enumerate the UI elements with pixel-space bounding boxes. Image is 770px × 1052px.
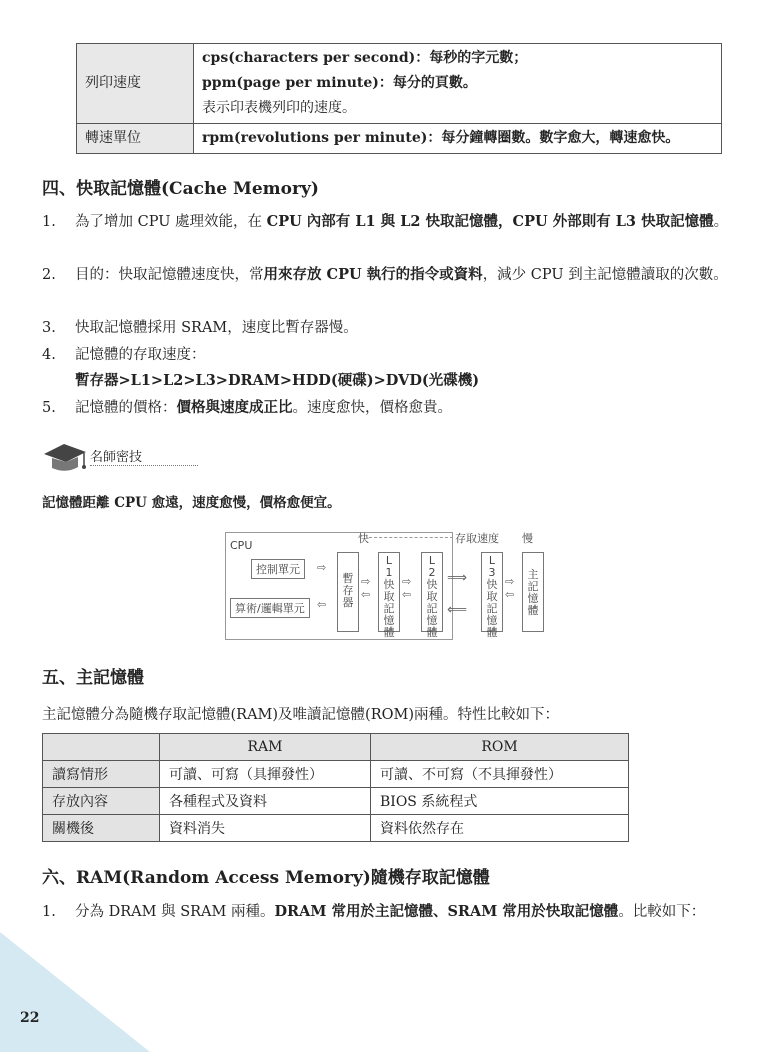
arrow-icon: ⟹ ⟸: [447, 570, 468, 618]
table-row: [43, 815, 629, 842]
row-label: 存放內容: [43, 788, 160, 815]
table-row: [43, 788, 629, 815]
row-label: 讀寫情形: [43, 761, 160, 788]
spec-table: [76, 43, 722, 154]
table-cell: 可讀、可寫（具揮發性）: [160, 761, 371, 788]
item-text: 分為 DRAM 與 SRAM 兩種。: [75, 904, 275, 920]
page-number: 22: [20, 1010, 40, 1026]
item-text: 目的：快取記憶體速度快，常: [75, 267, 264, 283]
arrow-icon: ⇦: [317, 598, 327, 611]
cpu-label: CPU: [230, 539, 253, 552]
header-cell: [43, 734, 160, 761]
list-item: [42, 262, 732, 288]
corner-decoration: [0, 932, 150, 1052]
row-content: [194, 124, 722, 154]
item-text: 。: [713, 214, 729, 230]
fast-label: 快: [358, 532, 369, 545]
memory-hierarchy-diagram: [225, 530, 547, 640]
table-cell: 各種程式及資料: [160, 788, 371, 815]
item-number: 5.: [42, 400, 56, 416]
row-label: 轉速單位: [77, 124, 194, 154]
tip-caption: 名師密技: [90, 450, 143, 465]
item-bold: DRAM 常用於主記憶體、SRAM 常用於快取記憶體: [274, 903, 619, 920]
l1-box: L1快取記憶體: [378, 552, 400, 632]
main-memory-box: 主記憶體: [522, 552, 544, 632]
header-cell: RAM: [160, 734, 371, 761]
table-cell: 資料消失: [160, 815, 371, 842]
section-6-title: 六、RAM(Random Access Memory)隨機存取記憶體: [42, 868, 490, 888]
tip-underline: [90, 465, 198, 466]
item-text: ，減少 CPU 到主記憶體讀取的次數。: [482, 267, 728, 283]
graduation-cap-icon: [42, 438, 88, 476]
item-bold: 用來存放 CPU 執行的指令或資料: [263, 266, 483, 283]
section-4-title: 四、快取記憶體(Cache Memory): [42, 179, 319, 199]
item-bold: CPU 內部有 L1 與 L2 快取記憶體，CPU 外部則有 L3 快取記憶體: [266, 213, 714, 230]
item-text: 快取記憶體採用 SRAM，速度比暫存器慢。: [75, 320, 358, 336]
item-number: 4.: [42, 347, 56, 363]
arrow-icon: ⇨: [317, 561, 327, 574]
l2-box: L2快取記憶體: [421, 552, 443, 632]
item-text: 。速度愈快，價格愈貴。: [292, 400, 452, 416]
table-row: [77, 44, 722, 124]
alu-unit: 算術/邏輯單元: [230, 598, 310, 618]
section-5-intro: 主記憶體分為隨機存取記憶體(RAM)及唯讀記憶體(ROM)兩種。特性比較如下：: [42, 707, 560, 723]
cps-line: cps(characters per second)：每秒的字元數；: [202, 50, 528, 66]
ram-rom-table: [42, 733, 629, 842]
speed-label: 存取速度: [455, 532, 499, 545]
header-cell: ROM: [371, 734, 629, 761]
table-cell: 資料依然存在: [371, 815, 629, 842]
speed-line: [369, 537, 453, 538]
control-unit: 控制單元: [251, 559, 305, 579]
speed-order: 暫存器>L1>L2>L3>DRAM>HDD(硬碟)>DVD(光碟機): [75, 372, 480, 389]
item-text: 。比較如下：: [618, 904, 706, 920]
item-number: 1.: [42, 904, 56, 920]
rpm-line: rpm(revolutions per minute)：每分鐘轉圈數。數字愈大，轉速愈快。: [202, 130, 680, 146]
item-number: 2.: [42, 267, 56, 283]
slow-label: 慢: [522, 532, 533, 545]
item-text: 記憶體的價格：: [75, 400, 177, 416]
arrow-icon: ⇨ ⇦: [402, 575, 412, 601]
list-item: [42, 395, 732, 421]
arrow-icon: ⇨ ⇦: [505, 575, 515, 601]
row-label: 關機後: [43, 815, 160, 842]
list-item: [42, 315, 732, 341]
item-number: 3.: [42, 320, 56, 336]
l3-box: L3快取記憶體: [481, 552, 503, 632]
row-content: [194, 44, 722, 124]
section-5-title: 五、主記憶體: [42, 668, 144, 688]
table-row: [77, 124, 722, 154]
item-number: 1.: [42, 214, 56, 230]
item-text: 為了增加 CPU 處理效能，在: [75, 214, 267, 230]
list-item: [42, 209, 732, 235]
tip-note: 記憶體距離 CPU 愈遠，速度愈慢，價格愈便宜。: [42, 495, 341, 511]
arrow-icon: ⇨ ⇦: [361, 575, 371, 601]
row-label: 列印速度: [77, 44, 194, 124]
register-box: 暫存器: [337, 552, 359, 632]
table-row: [43, 761, 629, 788]
table-cell: BIOS 系統程式: [371, 788, 629, 815]
list-item: [42, 899, 732, 925]
item-text: 記憶體的存取速度：: [75, 347, 206, 363]
tip-badge: [42, 438, 172, 476]
item-bold: 價格與速度成正比: [176, 399, 293, 416]
desc-line: 表示印表機列印的速度。: [202, 100, 356, 116]
ppm-line: ppm(page per minute)：每分的頁數。: [202, 75, 477, 91]
table-header: [43, 734, 629, 761]
list-item: [42, 342, 732, 394]
table-cell: 可讀、不可寫（不具揮發性）: [371, 761, 629, 788]
